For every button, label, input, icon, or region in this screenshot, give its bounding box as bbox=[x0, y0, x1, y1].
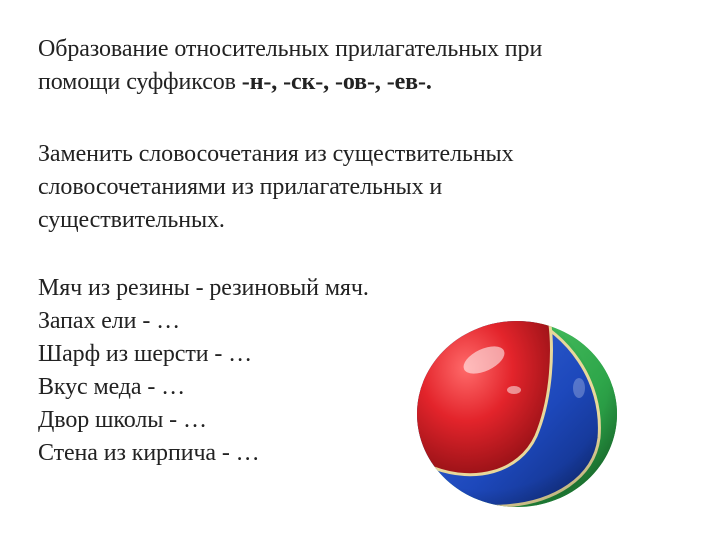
task-instruction bbox=[38, 138, 678, 237]
heading-line-2 bbox=[38, 66, 678, 99]
example-item: Вкус меда - … bbox=[38, 374, 186, 400]
task-line-2: словосочетаниями из прилагательных и bbox=[38, 174, 443, 200]
striped-ball-image bbox=[414, 318, 620, 510]
heading-line-2-prefix: помощи суффиксов bbox=[38, 69, 242, 95]
heading-line-1: Образование относительных прилагательных при bbox=[38, 36, 543, 62]
task-line-1: Заменить словосочетания из существительных bbox=[38, 141, 514, 167]
task-line-3: существительных. bbox=[38, 207, 225, 233]
suffix-list: -н-, -ск-, -ов-, -ев-. bbox=[241, 69, 432, 95]
example-item: Шарф из шерсти - … bbox=[38, 341, 253, 367]
example-item: Двор школы - … bbox=[38, 407, 207, 433]
example-item: Запах ели - … bbox=[38, 308, 181, 334]
example-item: Стена из кирпича - … bbox=[38, 440, 260, 466]
example-item: Мяч из резины - резиновый мяч. bbox=[38, 275, 369, 301]
slide-heading bbox=[38, 33, 678, 99]
